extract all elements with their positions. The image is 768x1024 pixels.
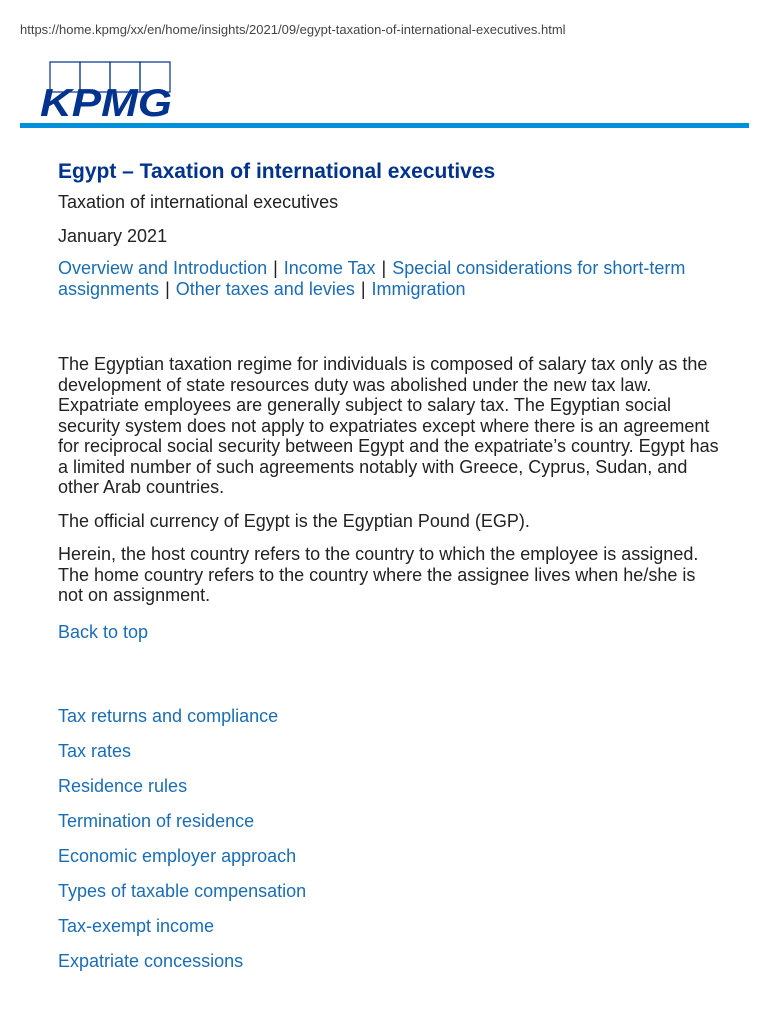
topic-link-expatriate-concessions[interactable]: Expatriate concessions [58,950,244,971]
nav-separator: | [165,279,170,299]
topic-link-termination-of-residence[interactable]: Termination of residence [58,810,255,831]
main-content [58,158,723,984]
body-paragraph-currency: The official currency of Egypt is the Egyptian Pound (EGP). [58,510,530,531]
nav-separator: | [381,258,387,278]
topic-link-tax-rates[interactable]: Tax rates [58,740,132,761]
svg-text:KPMG: KPMG [40,82,172,122]
nav-separator: | [360,279,366,299]
nav-link-immigration[interactable]: Immigration [371,279,466,299]
nav-separator: | [273,258,278,278]
header-divider [20,123,749,128]
page-title: Egypt – Taxation of international executives [58,160,496,183]
page-subtitle: Taxation of international executives [58,192,339,212]
nav-link-other-taxes[interactable]: Other taxes and levies [175,279,355,299]
kpmg-logo [40,60,182,122]
source-url: https://home.kpmg/xx/en/home/insights/2021/09/egypt-taxation-of-international-executives.html [20,22,566,37]
topic-link-tax-returns[interactable]: Tax returns and compliance [58,705,279,726]
body-paragraph-regime: The Egyptian taxation regime for individuals is composed of salary tax only as the development of state resources duty was abolished under the new tax law. Expatriate employees are generally subject to salary tax. The Egyptian social security system does not apply to expatriates except where there is an agreement for reciprocal social security between Egypt and the expatriate’s country. Egypt has a limited number of such agreements notably with Greece, Cyprus, Sudan, and other Arab countries. [58,354,719,497]
nav-link-short-term-assignments[interactable]: Special considerations for short-term assignments [58,258,686,299]
section-nav [58,258,723,300]
topic-link-tax-exempt-income[interactable]: Tax-exempt income [58,915,215,936]
topic-link-taxable-compensation[interactable]: Types of taxable compensation [58,880,307,901]
topic-link-economic-employer[interactable]: Economic employer approach [58,845,297,866]
body-paragraph-definitions: Herein, the host country refers to the country to which the employee is assigned. The home country refers to the country where the assignee lives when he/she is not on assignment. [58,544,699,605]
nav-link-overview[interactable]: Overview and Introduction [58,258,268,278]
publication-date: January 2021 [58,226,168,246]
topic-link-residence-rules[interactable]: Residence rules [58,775,188,796]
nav-link-income-tax[interactable]: Income Tax [283,258,376,278]
topic-links [58,704,723,973]
back-to-top-link[interactable]: Back to top [58,621,149,642]
